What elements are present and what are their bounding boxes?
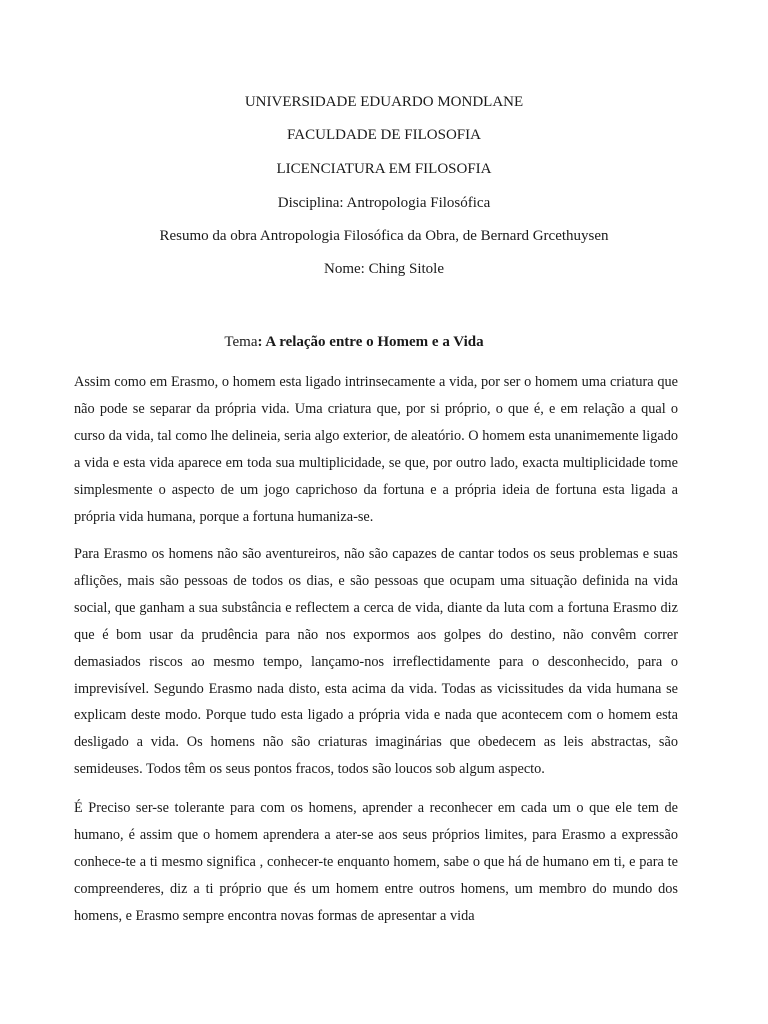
theme-label: Tema <box>224 334 258 350</box>
paragraph-3: É Preciso ser-se tolerante para com os homens, aprender a reconhecer em cada um o que ele tem de humano, é assim que o homem aprendera a ater-se aos seus próprios limites, para Erasmo a expressão conhece-te a ti mesmo significa , conhecer-te enquanto homem, sabe o que há de humano em ti, e para te compreenderes, diz a ti próprio que és um homem entre outros homens, um membro do mundo dos homens, e Erasmo sempre encontra novas formas de apresentar a vida <box>74 800 678 924</box>
theme-title: : A relação entre o Homem e a Vida <box>257 334 484 350</box>
theme-heading <box>0 332 738 352</box>
paragraph-2: Para Erasmo os homens não são aventureiros, não são capazes de cantar todos os seus problemas e suas aflições, mais são pessoas de todos os dias, e são pessoas que ocupam uma situação definida na vida social, que ganham a sua substância e reflectem a cerca de vida, diante da luta com a fortuna Erasmo diz que é bom usar da prudência para não nos expormos aos golpes do destino, não convêm correr demasiados riscos ao mesmo tempo, lançamo-nos irreflectidamente para o desconhecido, para o imprevisível. Segundo Erasmo nada disto, esta acima da vida. Todas as vicissitudes da vida humana se explicam deste modo. Porque tudo esta ligado a própria vida e nada que acontecem com o homem esta desligado a vida. Os homens não são criaturas imaginárias que obedecem as leis abstractas, são semideuses. Todos têm os seus pontos fracos, todos são loucos sob algum aspecto. <box>74 546 678 778</box>
degree-name: LICENCIATURA EM FILOSOFIA <box>276 161 492 177</box>
university-name: UNIVERSIDADE EDUARDO MONDLANE <box>244 94 524 110</box>
summary-line: Resumo da obra Antropologia Filosófica da Obra, de Bernard Grcethuysen <box>159 228 609 244</box>
subject-line: Disciplina: Antropologia Filosófica <box>277 195 491 211</box>
author-line: Nome: Ching Sitole <box>324 261 444 277</box>
paragraph-1: Assim como em Erasmo, o homem esta ligado intrinsecamente a vida, por ser o homem uma criatura que não pode se separar da própria vida. Uma criatura que, por si próprio, o que é, e em relação a qual o curso da vida, tal como lhe delineia, seria algo exterior, de aleatório. O homem esta unanimemente ligado a vida e esta vida aparece em toda sua multiplicidade, se que, por outro lado, exacta multiplicidade tome simplesmente o aspecto de um jogo caprichoso da fortuna e a própria ideia de fortuna esta ligada a própria vida humana, porque a fortuna humaniza-se. <box>74 374 678 525</box>
faculty-name: FACULDADE DE FILOSOFIA <box>287 127 481 143</box>
